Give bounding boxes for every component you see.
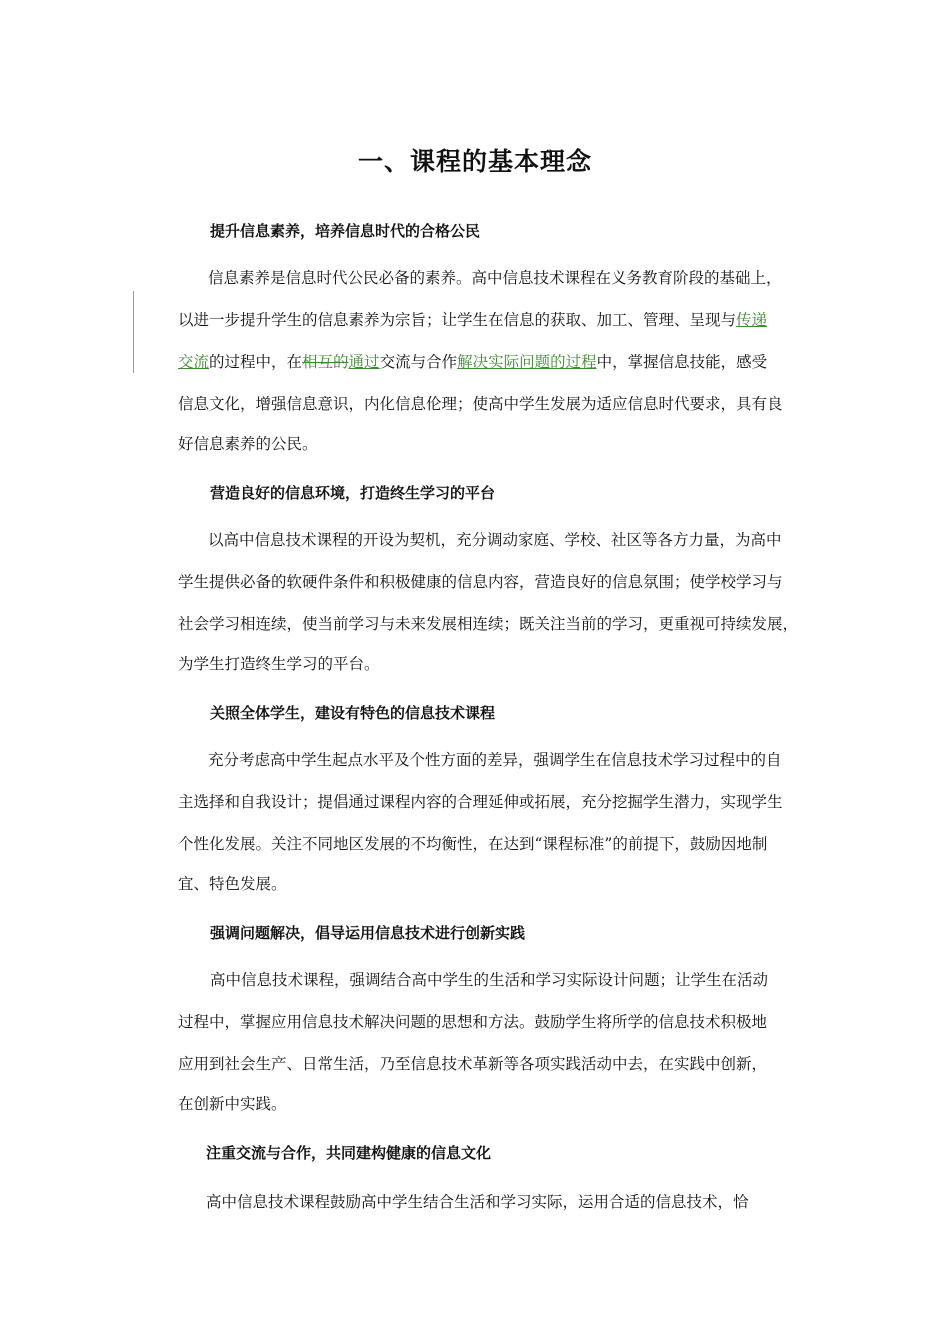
paragraph-line: 信息文化，增强信息意识，内化信息伦理；使高中学生发展为适应信息时代要求，具有良 [178,395,783,413]
paragraph-line: 过程中，掌握应用信息技术解决问题的思想和方法。鼓励学生将所学的信息技术积极地 [178,1013,768,1031]
paragraph-line: 高中信息技术课程，强调结合高中学生的生活和学习实际设计问题；让学生在活动 [210,971,769,989]
paragraph-line: 信息素养是信息时代公民必备的素养。高中信息技术课程在义务教育阶段的基础上， [208,269,782,287]
paragraph-line: 个性化发展。关注不同地区发展的不均衡性，在达到“课程标准”的前提下，鼓励因地制 [178,835,768,853]
deleted-text: 相互的 [302,353,349,371]
paragraph-line: 在创新中实践。 [178,1095,287,1113]
paragraph-line: 交流的过程中，在相互的通过交流与合作解决实际问题的过程中，掌握信息技能，感受 [178,353,768,371]
section-heading-2: 营造良好的信息环境，打造终生学习的平台 [210,484,496,502]
paragraph-line: 宜、特色发展。 [178,875,287,893]
paragraph-line: 主选择和自我设计；提倡通过课程内容的合理延伸或拓展，充分挖掘学生潜力，实现学生 [178,793,783,811]
section-heading-4: 强调问题解决，倡导运用信息技术进行创新实践 [210,924,526,942]
paragraph-line: 为学生打造终生学习的平台。 [178,655,380,673]
page-title: 一、课程的基本理念 [357,147,592,176]
inserted-text: 传递 [736,311,768,329]
paragraph-line: 应用到社会生产、日常生活，乃至信息技术革新等各项实践活动中去，在实践中创新， [178,1055,768,1073]
paragraph-line: 充分考虑高中学生起点水平及个性方面的差异，强调学生在信息技术学习过程中的自 [208,751,782,769]
paragraph-line: 学生提供必备的软硬件条件和积极健康的信息内容，营造良好的信息氛围；使学校学习与 [178,573,783,591]
inserted-text: 交流 [178,353,210,371]
section-heading-5: 注重交流与合作，共同建构健康的信息文化 [206,1144,492,1162]
inserted-text: 通过 [348,353,380,371]
paragraph-line: 以进一步提升学生的信息素养为宗旨；让学生在信息的获取、加工、管理、呈现与传递 [178,311,768,329]
paragraph-line: 以高中信息技术课程的开设为契机，充分调动家庭、学校、社区等各方力量，为高中 [208,531,782,549]
paragraph-line: 好信息素养的公民。 [178,435,318,453]
section-heading-1: 提升信息素养，培养信息时代的合格公民 [210,222,481,240]
paragraph-line: 社会学习相连续，使当前学习与未来发展相连续；既关注当前的学习，更重视可持续发展， [178,615,799,633]
revision-change-bar [133,291,134,373]
section-heading-3: 关照全体学生，建设有特色的信息技术课程 [210,704,496,722]
paragraph-line: 高中信息技术课程鼓励高中学生结合生活和学习实际，运用合适的信息技术，恰 [206,1193,749,1211]
inserted-text: 解决实际问题的过程 [457,353,597,371]
